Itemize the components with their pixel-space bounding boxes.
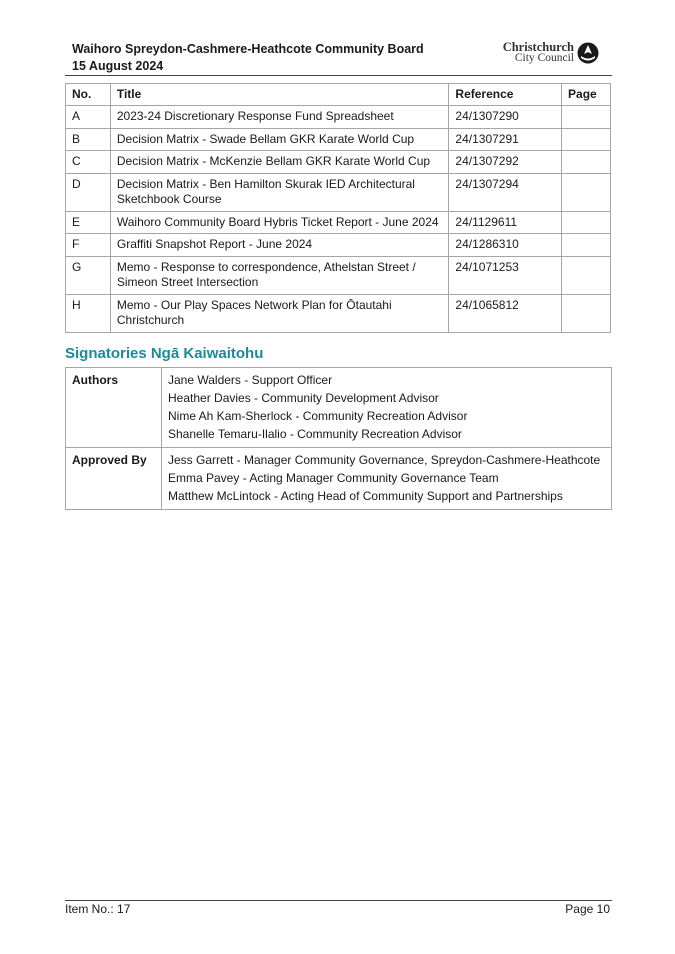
approved-label: Approved By	[66, 448, 162, 510]
authors-row	[66, 368, 612, 448]
column-header-title: Title	[110, 84, 449, 106]
row-no: G	[66, 256, 111, 294]
row-no: C	[66, 151, 111, 174]
row-reference: 24/1286310	[449, 234, 562, 257]
table-row	[66, 294, 611, 332]
table-row	[66, 256, 611, 294]
row-reference: 24/1307294	[449, 173, 562, 211]
row-reference: 24/1065812	[449, 294, 562, 332]
authors-list	[162, 368, 612, 448]
row-title: Decision Matrix - Swade Bellam GKR Karate World Cup	[110, 128, 449, 151]
signatories-heading: Signatories Ngā Kaiwaitohu	[65, 345, 264, 362]
table-header-row	[66, 84, 611, 106]
row-reference: 24/1307292	[449, 151, 562, 174]
row-no: A	[66, 106, 111, 129]
author-name: Jane Walders - Support Officer	[168, 373, 333, 387]
column-header-no: No.	[66, 84, 111, 106]
attachments-table	[65, 83, 611, 333]
approved-list	[162, 448, 612, 510]
council-logo	[503, 42, 599, 64]
row-title: 2023-24 Discretionary Response Fund Spreadsheet	[110, 106, 449, 129]
page-number: Page 10	[565, 902, 610, 916]
author-name: Nime Ah Kam-Sherlock - Community Recreation Advisor	[168, 409, 468, 423]
header-divider	[65, 75, 612, 76]
table-row	[66, 234, 611, 257]
table-row	[66, 211, 611, 234]
row-page	[562, 173, 611, 211]
approver-name: Jess Garrett - Manager Community Governance, Spreydon-Cashmere-Heathcote	[168, 453, 601, 467]
row-title: Decision Matrix - McKenzie Bellam GKR Karate World Cup	[110, 151, 449, 174]
row-no: B	[66, 128, 111, 151]
logo-line-1: Christchurch	[502, 40, 574, 54]
item-number: Item No.: 17	[65, 902, 131, 916]
row-reference: 24/1129611	[449, 211, 562, 234]
board-name: Waihoro Spreydon-Cashmere-Heathcote Community Board	[72, 42, 424, 56]
row-no: E	[66, 211, 111, 234]
row-title: Memo - Response to correspondence, Athelstan Street / Simeon Street Intersection	[110, 256, 449, 294]
christchurch-city-council-logo-icon	[577, 42, 599, 64]
table-row	[66, 106, 611, 129]
approver-name: Emma Pavey - Acting Manager Community Governance Team	[168, 471, 499, 485]
row-title: Decision Matrix - Ben Hamilton Skurak IED Architectural Sketchbook Course	[110, 173, 449, 211]
meeting-date: 15 August 2024	[72, 59, 164, 73]
author-name: Heather Davies - Community Development Advisor	[168, 391, 439, 405]
signatories-table	[65, 367, 612, 510]
approver-name: Matthew McLintock - Acting Head of Community Support and Partnerships	[168, 489, 563, 503]
row-page	[562, 211, 611, 234]
footer-divider	[65, 900, 612, 901]
row-page	[562, 151, 611, 174]
row-page	[562, 128, 611, 151]
row-title: Memo - Our Play Spaces Network Plan for Ōtautahi Christchurch	[110, 294, 449, 332]
row-reference: 24/1307291	[449, 128, 562, 151]
row-no: F	[66, 234, 111, 257]
row-page	[562, 294, 611, 332]
table-row	[66, 128, 611, 151]
row-title: Waihoro Community Board Hybris Ticket Report - June 2024	[110, 211, 449, 234]
row-no: H	[66, 294, 111, 332]
row-reference: 24/1307290	[449, 106, 562, 129]
row-reference: 24/1071253	[449, 256, 562, 294]
row-page	[562, 256, 611, 294]
column-header-reference: Reference	[449, 84, 562, 106]
row-page	[562, 106, 611, 129]
table-row	[66, 151, 611, 174]
author-name: Shanelle Temaru-Ilalio - Community Recreation Advisor	[168, 427, 462, 441]
approved-row	[66, 448, 612, 510]
row-page	[562, 234, 611, 257]
column-header-page: Page	[562, 84, 611, 106]
logo-line-2: City Council	[514, 52, 574, 64]
authors-label: Authors	[66, 368, 162, 448]
row-no: D	[66, 173, 111, 211]
row-title: Graffiti Snapshot Report - June 2024	[110, 234, 449, 257]
table-row	[66, 173, 611, 211]
